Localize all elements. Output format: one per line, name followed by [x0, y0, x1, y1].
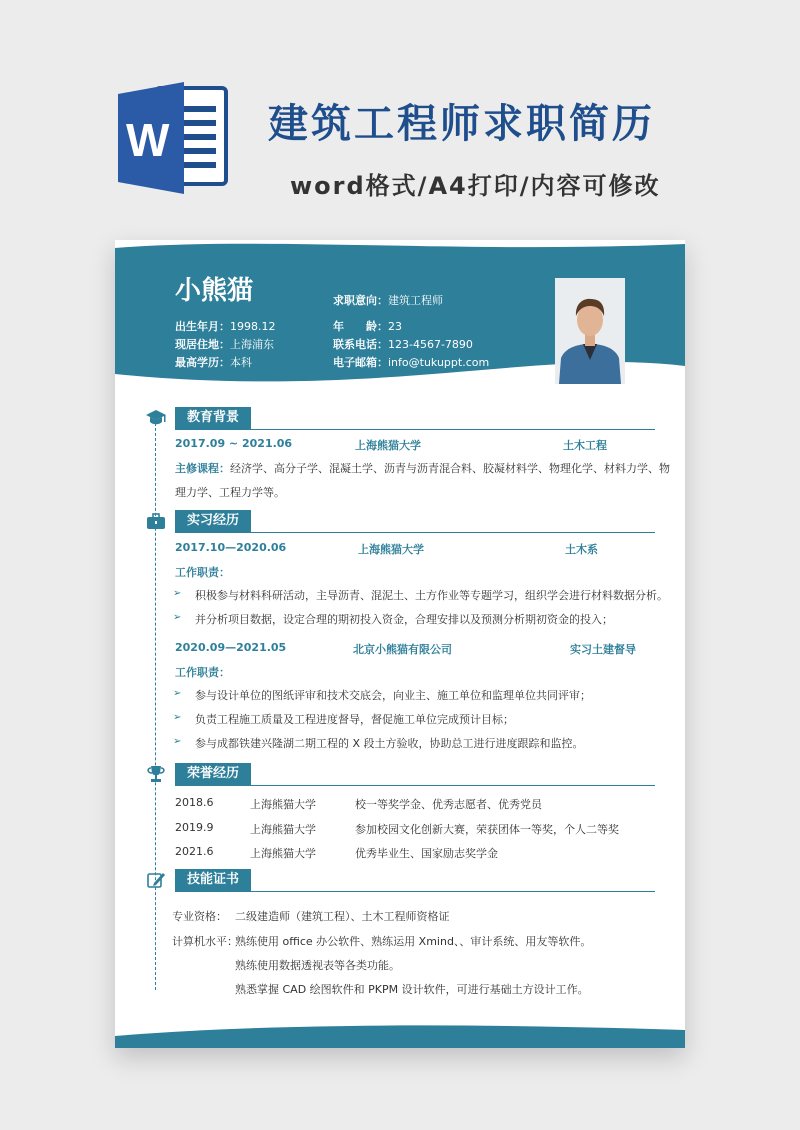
- job2-duty-label: 工作职责：: [175, 666, 230, 679]
- job2-duty: 参与设计单位的图纸评审和技术交底会，向业主、施工单位和监理单位共同评审；: [195, 689, 591, 702]
- age-info: 年 龄：23: [333, 320, 402, 333]
- honor-year: 2018.6: [175, 796, 214, 809]
- job2-period: 2020.09—2021.05: [175, 641, 287, 654]
- trophy-icon: [145, 764, 167, 784]
- cert-value: 二级建造师（建筑工程）、土木工程师资格证: [235, 910, 450, 923]
- bullet-arrow-icon: ➢: [173, 612, 182, 623]
- section-divider: [175, 429, 655, 430]
- job1-role: 土木系: [565, 543, 598, 556]
- education-major: 土木工程: [563, 439, 607, 452]
- section-title-honors: 荣誉经历: [175, 763, 251, 785]
- job2-duty: 负责工程施工质量及工程进度督导，督促施工单位完成预计目标；: [195, 713, 514, 726]
- honor-desc: 优秀毕业生、国家励志奖学金: [355, 847, 498, 860]
- graduation-cap-icon: [145, 408, 167, 428]
- honor-desc: 校一等奖学金、优秀志愿者、优秀党员: [355, 798, 542, 811]
- svg-text:W: W: [126, 114, 170, 166]
- job1-duty: 积极参与材料科研活动，主导沥青、混泥土、土方作业等专题学习，组织学会进行材料数据分析。: [195, 589, 668, 602]
- education-period: 2017.09 ~ 2021.06: [175, 437, 293, 450]
- email-info: 电子邮箱：info@tukuppt.com: [333, 356, 490, 369]
- job1-duty-label: 工作职责：: [175, 566, 230, 579]
- computer-label: 计算机水平：: [172, 935, 238, 948]
- computer-skill: 熟练使用数据透视表等各类功能。: [235, 959, 400, 972]
- section-divider: [175, 532, 655, 533]
- honor-year: 2021.6: [175, 845, 214, 858]
- job2-duty: 参与成都铁建兴隆湖二期工程的 X 段土方验收，协助总工进行进度跟踪和监控。: [195, 737, 584, 750]
- section-divider: [175, 891, 655, 892]
- honor-desc: 参加校园文化创新大赛，荣获团体一等奖，个人二等奖: [355, 823, 619, 836]
- edit-icon: [145, 870, 167, 890]
- degree-info: 最高学历：本科: [175, 356, 252, 369]
- bullet-arrow-icon: ➢: [173, 712, 182, 723]
- job2-org: 北京小熊猫有限公司: [353, 643, 452, 656]
- honor-year: 2019.9: [175, 821, 214, 834]
- resume-page: [115, 240, 685, 1048]
- address-info: 现居住地：上海浦东: [175, 338, 274, 351]
- candidate-name: 小熊猫: [175, 276, 254, 306]
- honor-org: 上海熊猫大学: [250, 823, 316, 836]
- job1-period: 2017.10—2020.06: [175, 541, 287, 554]
- education-courses: 主修课程：经济学、高分子学、混凝土学、沥青与沥青混合料、胶凝材料学、物理化学、材料力学、物: [175, 462, 670, 475]
- job1-org: 上海熊猫大学: [358, 543, 424, 556]
- computer-skill: 熟练使用 office 办公软件、熟练运用 Xmind、、审计系统、用友等软件。: [235, 935, 592, 948]
- job2-role: 实习土建督导: [570, 643, 636, 656]
- footer-band: [115, 1020, 685, 1048]
- word-logo-icon: [118, 78, 228, 198]
- job-intent: 求职意向：建筑工程师: [333, 294, 443, 307]
- honor-org: 上海熊猫大学: [250, 798, 316, 811]
- banner-title: 建筑工程师求职简历: [268, 101, 655, 147]
- section-title-internship: 实习经历: [175, 510, 251, 532]
- cert-label: 专业资格：: [172, 910, 227, 923]
- bullet-arrow-icon: ➢: [173, 736, 182, 747]
- job1-duty: 并分析项目数据，设定合理的期初投入资金，合理安排以及预测分析期初资金的投入；: [195, 613, 613, 626]
- timeline-line: [155, 418, 156, 990]
- briefcase-icon: [145, 511, 167, 531]
- education-courses-cont: 理力学、工程力学等。: [175, 486, 285, 499]
- profile-photo: [555, 278, 625, 384]
- section-divider: [175, 785, 655, 786]
- education-school: 上海熊猫大学: [355, 439, 421, 452]
- phone-info: 联系电话：123-4567-7890: [333, 338, 473, 351]
- birth-info: 出生年月：1998.12: [175, 320, 276, 333]
- honor-org: 上海熊猫大学: [250, 847, 316, 860]
- section-title-education: 教育背景: [175, 407, 251, 429]
- bullet-arrow-icon: ➢: [173, 688, 182, 699]
- bullet-arrow-icon: ➢: [173, 588, 182, 599]
- banner: [0, 0, 800, 240]
- section-title-skills: 技能证书: [175, 869, 251, 891]
- banner-subtitle: word格式/A4打印/内容可修改: [290, 172, 661, 200]
- computer-skill: 熟悉掌握 CAD 绘图软件和 PKPM 设计软件，可进行基础土方设计工作。: [235, 983, 589, 996]
